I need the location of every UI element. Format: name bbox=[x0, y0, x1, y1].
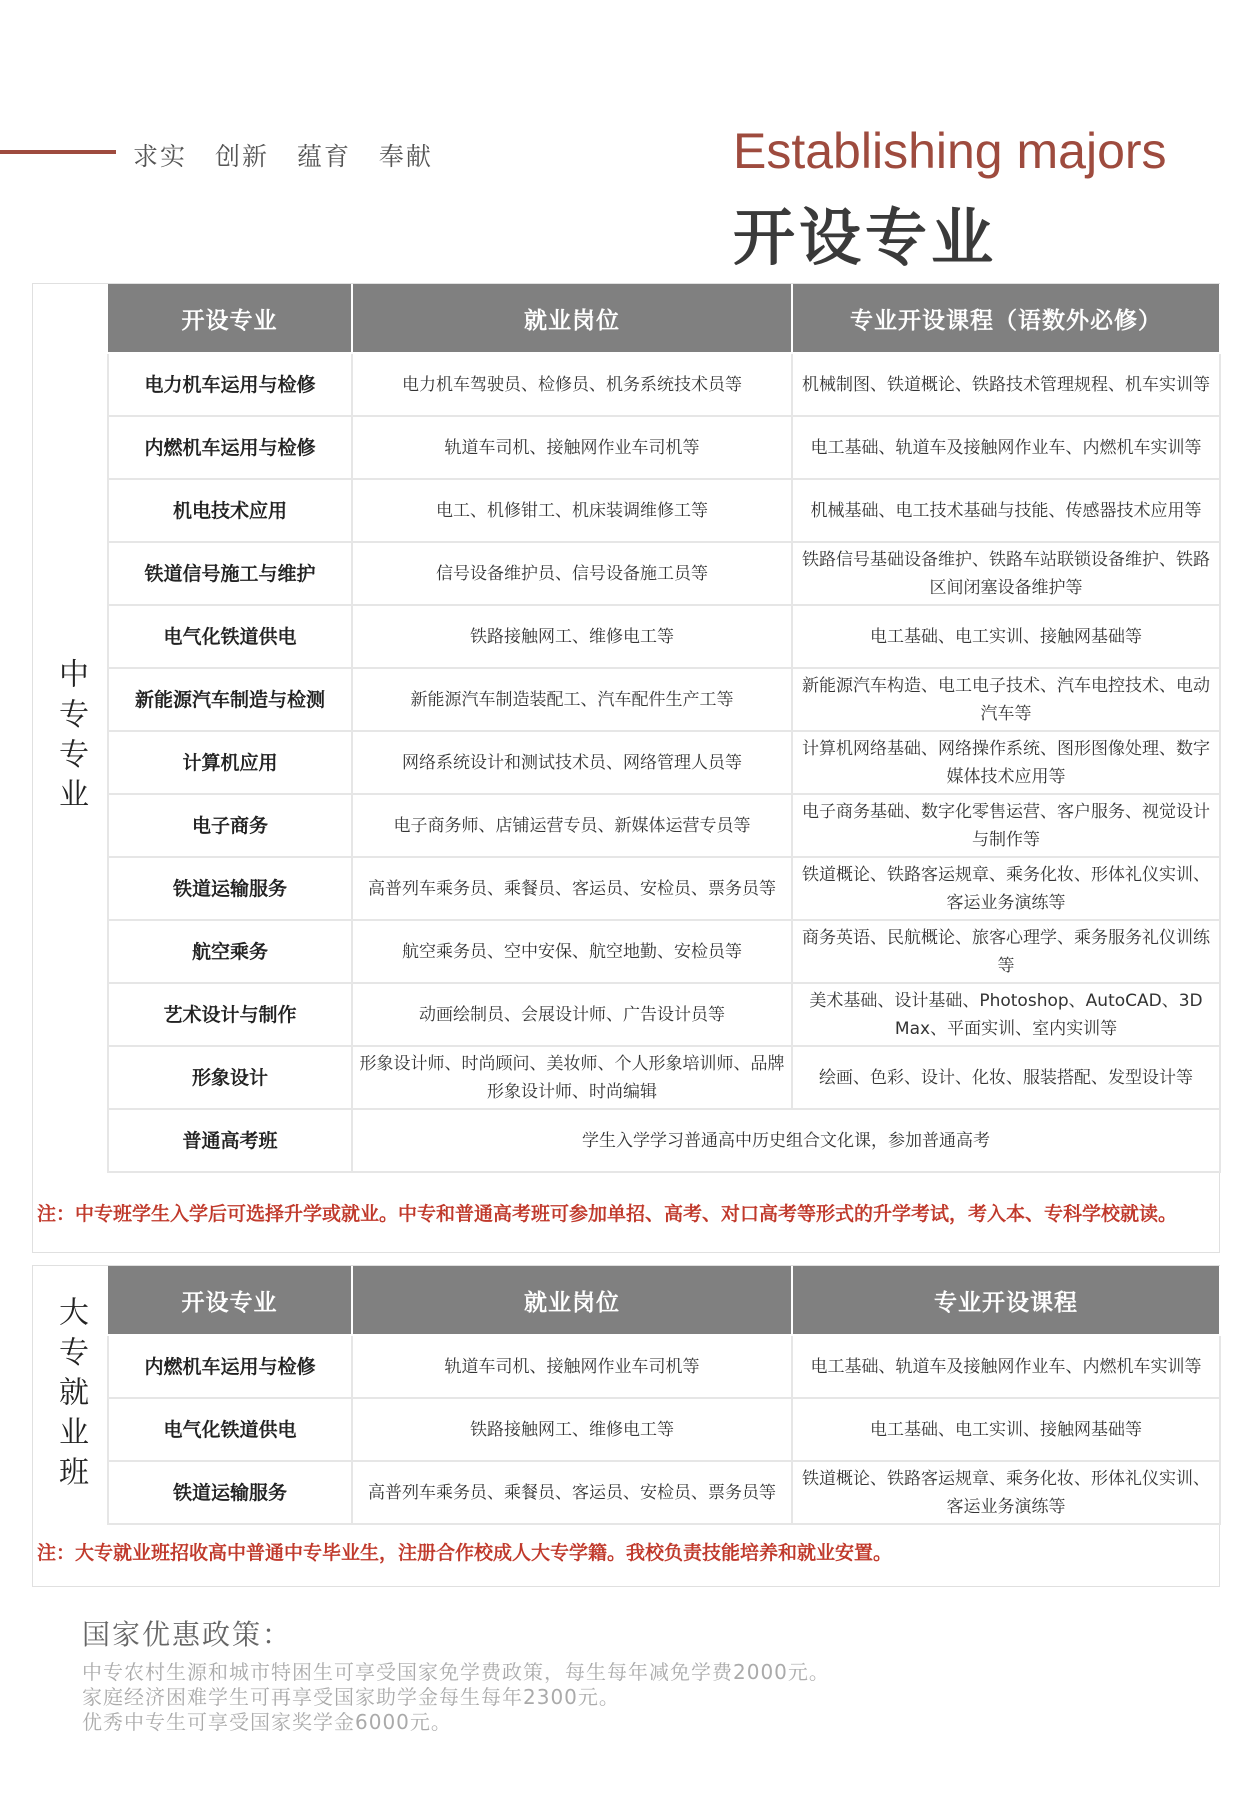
major-cell: 艺术设计与制作 bbox=[108, 983, 352, 1046]
major-cell: 电气化铁道供电 bbox=[108, 1398, 352, 1461]
jobs-cell: 新能源汽车制造装配工、汽车配件生产工等 bbox=[352, 668, 792, 731]
table-header-row bbox=[108, 1266, 1220, 1335]
table-row bbox=[108, 668, 1220, 731]
courses-cell: 铁道概论、铁路客运规章、乘务化妆、形体礼仪实训、客运业务演练等 bbox=[792, 857, 1220, 920]
major-cell: 电气化铁道供电 bbox=[108, 605, 352, 668]
motto-word: 奉献 bbox=[378, 142, 433, 171]
side-label-box bbox=[33, 284, 107, 1192]
secondary-majors-block bbox=[32, 283, 1220, 1253]
courses-cell: 计算机网络基础、网络操作系统、图形图像处理、数字媒体技术应用等 bbox=[792, 731, 1220, 794]
policy-title: 国家优惠政策： bbox=[82, 1618, 293, 1651]
college-note: 注：大专就业班招收高中普通中专毕业生，注册合作校成人大专学籍。我校负责技能培养和就业安置。 bbox=[37, 1542, 893, 1564]
jobs-cell: 航空乘务员、空中安保、航空地勤、安检员等 bbox=[352, 920, 792, 983]
table-row bbox=[108, 353, 1220, 416]
table-row bbox=[108, 1398, 1220, 1461]
jobs-cell: 高普列车乘务员、乘餐员、客运员、安检员、票务员等 bbox=[352, 857, 792, 920]
table-row bbox=[108, 794, 1220, 857]
jobs-cell: 电力机车驾驶员、检修员、机务系统技术员等 bbox=[352, 353, 792, 416]
table-row bbox=[108, 479, 1220, 542]
major-cell: 铁道信号施工与维护 bbox=[108, 542, 352, 605]
college-majors-table bbox=[107, 1266, 1221, 1525]
header-courses: 专业开设课程（语数外必修） bbox=[792, 284, 1220, 353]
table-row bbox=[108, 1046, 1220, 1109]
major-cell: 铁道运输服务 bbox=[108, 857, 352, 920]
table-row bbox=[108, 416, 1220, 479]
courses-cell: 电工基础、电工实训、接触网基础等 bbox=[792, 1398, 1220, 1461]
major-cell: 内燃机车运用与检修 bbox=[108, 416, 352, 479]
courses-cell: 铁路信号基础设备维护、铁路车站联锁设备维护、铁路区间闭塞设备维护等 bbox=[792, 542, 1220, 605]
table-row bbox=[108, 605, 1220, 668]
motto-word: 求实 bbox=[133, 142, 188, 171]
side-label: 中专专业 bbox=[53, 658, 88, 818]
jobs-cell: 电子商务师、店铺运营专员、新媒体运营专员等 bbox=[352, 794, 792, 857]
gaokao-description: 学生入学学习普通高中历史组合文化课，参加普通高考 bbox=[352, 1109, 1220, 1172]
courses-cell: 新能源汽车构造、电工电子技术、汽车电控技术、电动汽车等 bbox=[792, 668, 1220, 731]
secondary-majors-table bbox=[107, 284, 1221, 1173]
jobs-cell: 铁路接触网工、维修电工等 bbox=[352, 605, 792, 668]
major-cell: 电子商务 bbox=[108, 794, 352, 857]
major-cell: 计算机应用 bbox=[108, 731, 352, 794]
major-cell: 普通高考班 bbox=[108, 1109, 352, 1172]
jobs-cell: 信号设备维护员、信号设备施工员等 bbox=[352, 542, 792, 605]
table-row-gaokao bbox=[108, 1109, 1220, 1172]
jobs-cell: 铁路接触网工、维修电工等 bbox=[352, 1398, 792, 1461]
table-row bbox=[108, 857, 1220, 920]
table-row bbox=[108, 1461, 1220, 1524]
college-majors-block bbox=[32, 1265, 1220, 1587]
policy-line: 中专农村生源和城市特困生可享受国家免学费政策，每生每年减免学费2000元。 bbox=[82, 1660, 830, 1684]
header-jobs: 就业岗位 bbox=[352, 1266, 792, 1335]
table-row bbox=[108, 731, 1220, 794]
courses-cell: 电工基础、轨道车及接触网作业车、内燃机车实训等 bbox=[792, 416, 1220, 479]
school-motto bbox=[133, 137, 451, 173]
motto-word: 蕴育 bbox=[296, 142, 351, 171]
major-cell: 电力机车运用与检修 bbox=[108, 353, 352, 416]
policy-line: 优秀中专生可享受国家奖学金6000元。 bbox=[82, 1710, 452, 1734]
header-jobs: 就业岗位 bbox=[352, 284, 792, 353]
motto-word: 创新 bbox=[214, 142, 269, 171]
courses-cell: 美术基础、设计基础、Photoshop、AutoCAD、3D Max、平面实训、室内实训等 bbox=[792, 983, 1220, 1046]
accent-line bbox=[0, 150, 116, 154]
jobs-cell: 高普列车乘务员、乘餐员、客运员、安检员、票务员等 bbox=[352, 1461, 792, 1524]
major-cell: 航空乘务 bbox=[108, 920, 352, 983]
jobs-cell: 电工、机修钳工、机床装调维修工等 bbox=[352, 479, 792, 542]
jobs-cell: 形象设计师、时尚顾问、美妆师、个人形象培训师、品牌形象设计师、时尚编辑 bbox=[352, 1046, 792, 1109]
title-english: Establishing majors bbox=[733, 123, 1167, 179]
title-chinese: 开设专业 bbox=[733, 201, 998, 274]
courses-cell: 电工基础、电工实训、接触网基础等 bbox=[792, 605, 1220, 668]
table-row bbox=[108, 542, 1220, 605]
side-label-box bbox=[33, 1266, 107, 1526]
header-courses: 专业开设课程 bbox=[792, 1266, 1220, 1335]
header-major: 开设专业 bbox=[108, 1266, 352, 1335]
header-major: 开设专业 bbox=[108, 284, 352, 353]
table-row bbox=[108, 920, 1220, 983]
jobs-cell: 轨道车司机、接触网作业车司机等 bbox=[352, 416, 792, 479]
secondary-note: 注：中专班学生入学后可选择升学或就业。中专和普通高考班可参加单招、高考、对口高考等形式的升学考试，考入本、专科学校就读。 bbox=[37, 1203, 1178, 1225]
courses-cell: 铁道概论、铁路客运规章、乘务化妆、形体礼仪实训、客运业务演练等 bbox=[792, 1461, 1220, 1524]
table-row bbox=[108, 983, 1220, 1046]
courses-cell: 机械制图、铁道概论、铁路技术管理规程、机车实训等 bbox=[792, 353, 1220, 416]
courses-cell: 电工基础、轨道车及接触网作业车、内燃机车实训等 bbox=[792, 1335, 1220, 1398]
table-row bbox=[108, 1335, 1220, 1398]
major-cell: 新能源汽车制造与检测 bbox=[108, 668, 352, 731]
policy-line: 家庭经济困难学生可再享受国家助学金每生每年2300元。 bbox=[82, 1685, 620, 1709]
table-header-row bbox=[108, 284, 1220, 353]
major-cell: 铁道运输服务 bbox=[108, 1461, 352, 1524]
major-cell: 形象设计 bbox=[108, 1046, 352, 1109]
major-cell: 内燃机车运用与检修 bbox=[108, 1335, 352, 1398]
courses-cell: 机械基础、电工技术基础与技能、传感器技术应用等 bbox=[792, 479, 1220, 542]
major-cell: 机电技术应用 bbox=[108, 479, 352, 542]
jobs-cell: 网络系统设计和测试技术员、网络管理人员等 bbox=[352, 731, 792, 794]
courses-cell: 绘画、色彩、设计、化妆、服装搭配、发型设计等 bbox=[792, 1046, 1220, 1109]
courses-cell: 电子商务基础、数字化零售运营、客户服务、视觉设计与制作等 bbox=[792, 794, 1220, 857]
side-label: 大专就业班 bbox=[53, 1296, 88, 1496]
jobs-cell: 轨道车司机、接触网作业车司机等 bbox=[352, 1335, 792, 1398]
jobs-cell: 动画绘制员、会展设计师、广告设计员等 bbox=[352, 983, 792, 1046]
courses-cell: 商务英语、民航概论、旅客心理学、乘务服务礼仪训练等 bbox=[792, 920, 1220, 983]
